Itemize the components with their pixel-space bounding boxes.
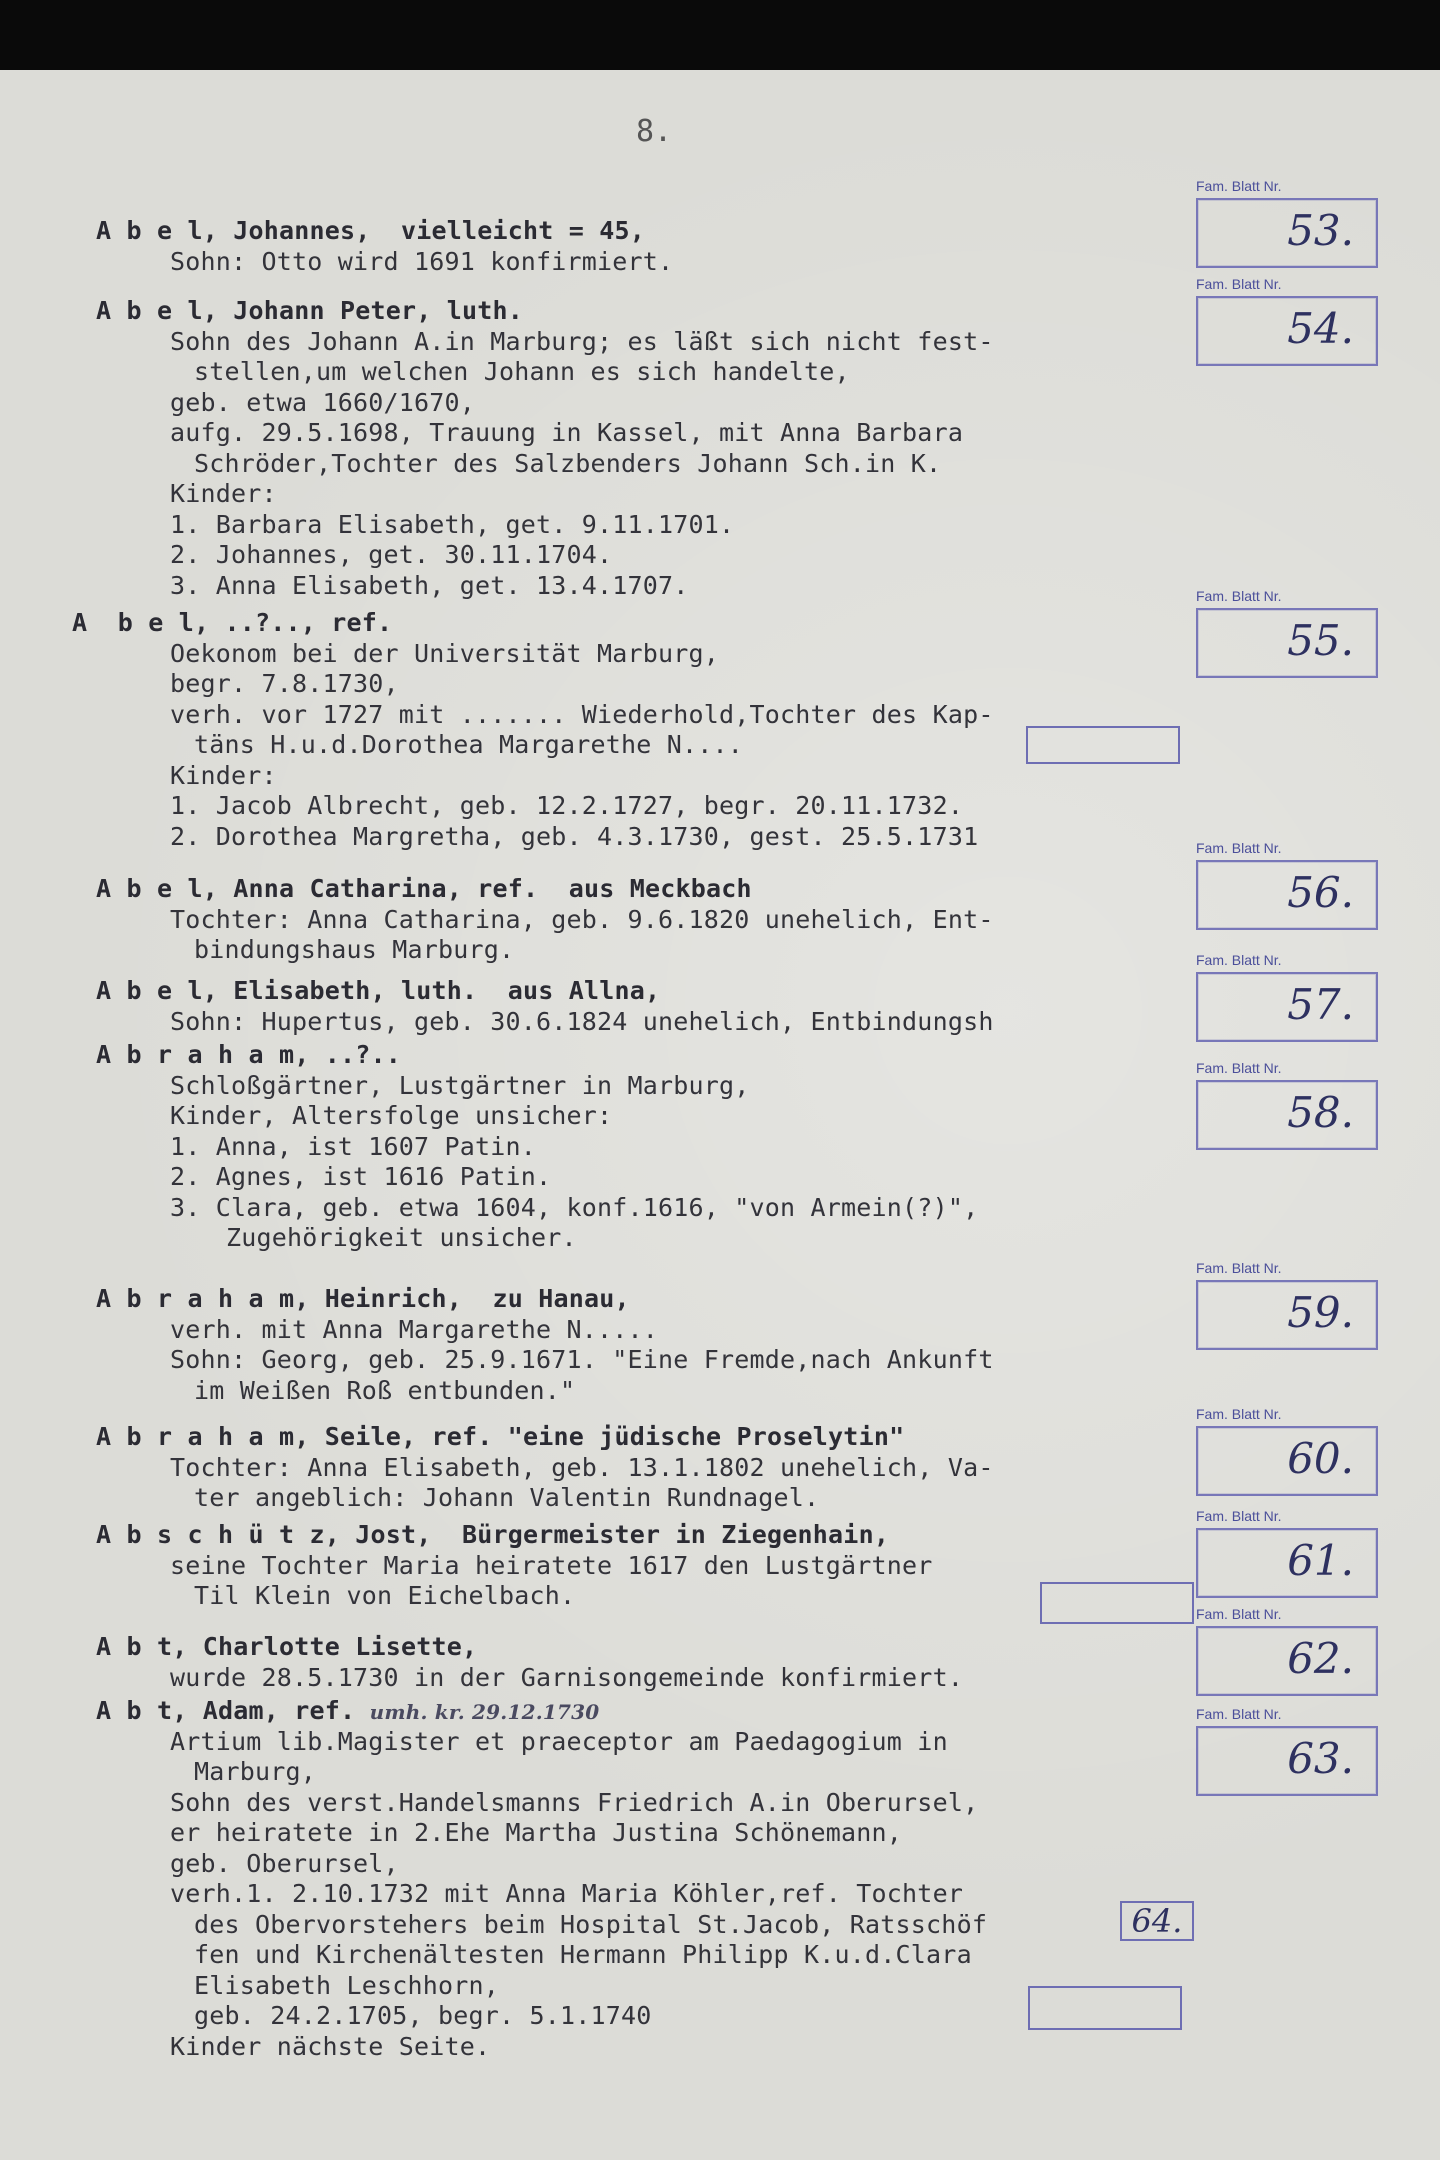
entry-heading — [0, 874, 1190, 905]
family-sheet-column — [1190, 70, 1440, 2160]
entry-text: er heiratete in 2.Ehe Martha Justina Schönemann, — [170, 1818, 903, 1847]
entry-text: bindungshaus Marburg. — [194, 935, 515, 964]
entry-text: Schröder,Tochter des Salzbenders Johann Sch.in K. — [194, 448, 942, 478]
entry-line — [0, 1910, 1190, 1941]
entry-line — [0, 1132, 1190, 1163]
fam-blatt-label: Fam. Blatt Nr. — [1196, 1606, 1282, 1622]
entry-line — [0, 730, 1190, 761]
register-entry — [0, 874, 1190, 966]
entry-text: wurde 28.5.1730 in der Garnisongemeinde konfirmiert. — [170, 1662, 964, 1692]
handwritten-note: umh. kr. 29.12.1730 — [355, 1700, 600, 1724]
entry-line — [0, 327, 1190, 358]
entry-text: Sohn: Otto wird 1691 konfirmiert. — [170, 246, 674, 276]
entry-text: Til Klein von Eichelbach. — [194, 1581, 576, 1610]
fam-blatt-label: Fam. Blatt Nr. — [1196, 588, 1282, 604]
scan-top-edge — [0, 0, 1440, 70]
entry-text: verh. vor 1727 mit ....... Wiederhold,Tochter des Kap- — [170, 699, 994, 729]
entry-text: Kinder: — [170, 760, 277, 790]
entry-line — [0, 2032, 1190, 2063]
entry-text: A b t, Adam, ref. — [96, 1696, 356, 1725]
family-sheet-box — [1196, 1280, 1378, 1350]
entry-line — [0, 1193, 1190, 1224]
empty-link-box — [1040, 1582, 1194, 1624]
family-sheet-box — [1196, 1626, 1378, 1696]
register-entry — [0, 216, 1190, 277]
entry-text: Kinder, Altersfolge unsicher: — [170, 1101, 613, 1130]
entry-text: verh. mit Anna Margarethe N..... — [170, 1314, 659, 1344]
entry-text: Artium lib.Magister et praeceptor am Paedagogium in — [170, 1726, 948, 1756]
entry-text: stellen,um welchen Johann es sich handelte, — [194, 357, 850, 386]
fam-blatt-label: Fam. Blatt Nr. — [1196, 1260, 1282, 1276]
entry-line — [0, 247, 1190, 278]
fam-blatt-label: Fam. Blatt Nr. — [1196, 840, 1282, 856]
entry-line — [0, 479, 1190, 510]
entry-text: Tochter: Anna Catharina, geb. 9.6.1820 unehelich, Ent- — [170, 904, 994, 934]
entry-line — [0, 1940, 1190, 1971]
entry-text: Oekonom bei der Universität Marburg, — [170, 638, 720, 668]
inline-family-number: 64. — [1120, 1901, 1194, 1941]
register-entry — [0, 1040, 1190, 1254]
family-sheet-number: 63. — [1287, 1734, 1354, 1783]
family-sheet-number: 56. — [1287, 868, 1354, 917]
entry-text: geb. etwa 1660/1670, — [170, 387, 476, 417]
fam-blatt-label: Fam. Blatt Nr. — [1196, 1406, 1282, 1422]
entry-line — [0, 639, 1190, 670]
entry-heading — [0, 1422, 1190, 1453]
entry-line — [0, 761, 1190, 792]
register-entry — [0, 608, 1190, 852]
entry-text: A b r a h a m, Seile, ref. "eine jüdische Proselytin" — [96, 1422, 905, 1451]
entry-line — [0, 1727, 1190, 1758]
entry-line — [0, 822, 1190, 853]
entry-text: Marburg, — [194, 1757, 317, 1786]
entry-heading — [0, 1520, 1190, 1551]
entry-text: 1. Anna, ist 1607 Patin. — [170, 1131, 537, 1161]
entry-line — [0, 1453, 1190, 1484]
family-sheet-box — [1196, 1426, 1378, 1496]
register-entry — [0, 1696, 1190, 2062]
family-sheet-number: 55. — [1287, 616, 1354, 665]
entry-text: A b s c h ü t z, Jost, Bürgermeister in Ziegenhain, — [96, 1520, 890, 1549]
family-sheet-box — [1196, 972, 1378, 1042]
entry-line — [0, 791, 1190, 822]
fam-blatt-label: Fam. Blatt Nr. — [1196, 1706, 1282, 1722]
family-sheet-number: 59. — [1287, 1288, 1354, 1337]
entry-line — [0, 1879, 1190, 1910]
entry-text: A b r a h a m, ..?.. — [96, 1040, 402, 1069]
entry-text: Zugehörigkeit unsicher. — [226, 1223, 577, 1252]
entry-line — [0, 1315, 1190, 1346]
entry-line — [0, 1663, 1190, 1694]
entry-heading — [0, 1696, 1190, 1727]
register-entry — [0, 1422, 1190, 1514]
entry-text: A b e l, ..?.., ref. — [72, 608, 393, 637]
entry-text: 3. Clara, geb. etwa 1604, konf.1616, "von Armein(?)", — [170, 1192, 979, 1222]
entry-line — [0, 1162, 1190, 1193]
family-sheet-box — [1196, 1726, 1378, 1796]
entry-text: 2. Dorothea Margretha, geb. 4.3.1730, gest. 25.5.1731 — [170, 821, 979, 851]
entry-text: Sohn des verst.Handelsmanns Friedrich A.in Oberursel, — [170, 1787, 979, 1817]
entry-text: Elisabeth Leschhorn, — [194, 1970, 500, 2000]
empty-link-box — [1028, 1986, 1182, 2030]
entry-text: 1. Barbara Elisabeth, get. 9.11.1701. — [170, 509, 735, 539]
family-sheet-number: 54. — [1287, 304, 1354, 353]
entry-line — [0, 1971, 1190, 2002]
entry-text: Sohn des Johann A.in Marburg; es läßt sich nicht fest- — [170, 326, 994, 356]
entry-line — [0, 2001, 1190, 2032]
entry-text: 3. Anna Elisabeth, get. 13.4.1707. — [170, 570, 689, 600]
family-sheet-number: 53. — [1287, 206, 1354, 255]
register-entry — [0, 1632, 1190, 1693]
entry-text: Kinder nächste Seite. — [170, 2031, 491, 2061]
entry-text: geb. 24.2.1705, begr. 5.1.1740 — [194, 2001, 652, 2030]
entry-text: A b e l, Elisabeth, luth. aus Allna, — [96, 976, 661, 1005]
family-sheet-number: 60. — [1287, 1434, 1354, 1483]
entry-text: im Weißen Roß entbunden." — [194, 1375, 576, 1405]
entry-line — [0, 1483, 1190, 1514]
entry-text: Schloßgärtner, Lustgärtner in Marburg, — [170, 1070, 750, 1100]
fam-blatt-label: Fam. Blatt Nr. — [1196, 178, 1282, 194]
entry-text: Sohn: Georg, geb. 25.9.1671. "Eine Fremde,nach Ankunft — [170, 1345, 994, 1374]
entry-text: täns H.u.d.Dorothea Margarethe N.... — [194, 730, 744, 759]
register-entry — [0, 976, 1190, 1037]
entry-line — [0, 388, 1190, 419]
entry-text: des Obervorstehers beim Hospital St.Jacob, Ratsschöf — [194, 1909, 988, 1939]
entry-line — [0, 1071, 1190, 1102]
entry-line — [0, 357, 1190, 388]
entry-line — [0, 1581, 1190, 1612]
entry-line — [0, 1849, 1190, 1880]
entry-text: 2. Agnes, ist 1616 Patin. — [170, 1162, 552, 1191]
entry-line — [0, 1345, 1190, 1376]
entry-text: 1. Jacob Albrecht, geb. 12.2.1727, begr. 20.11.1732. — [170, 791, 964, 820]
entry-text: Sohn: Hupertus, geb. 30.6.1824 unehelich, Entbindungsh — [170, 1006, 994, 1036]
family-sheet-box — [1196, 1080, 1378, 1150]
fam-blatt-label: Fam. Blatt Nr. — [1196, 1060, 1282, 1076]
family-sheet-number: 58. — [1287, 1088, 1354, 1137]
entry-line — [0, 418, 1190, 449]
entry-line — [0, 905, 1190, 936]
entry-line — [0, 1818, 1190, 1849]
entry-line — [0, 449, 1190, 480]
entry-text: geb. Oberursel, — [170, 1848, 399, 1878]
register-entry — [0, 1520, 1190, 1612]
entry-line — [0, 1376, 1190, 1407]
entry-line — [0, 1223, 1190, 1254]
entry-line — [0, 1788, 1190, 1819]
document-page — [0, 70, 1440, 2160]
family-sheet-box — [1196, 608, 1378, 678]
entry-text: A b r a h a m, Heinrich, zu Hanau, — [96, 1284, 630, 1313]
family-sheet-box — [1196, 198, 1378, 268]
entry-line — [0, 571, 1190, 602]
entry-heading — [0, 1284, 1190, 1315]
family-sheet-number: 62. — [1287, 1634, 1354, 1683]
entry-heading — [0, 216, 1190, 247]
entry-text: A b e l, Johann Peter, luth. — [96, 296, 524, 325]
register-entry — [0, 1284, 1190, 1406]
entry-text: A b t, Charlotte Lisette, — [96, 1632, 478, 1661]
fam-blatt-label: Fam. Blatt Nr. — [1196, 952, 1282, 968]
family-sheet-box — [1196, 296, 1378, 366]
entry-text: Kinder: — [170, 479, 277, 508]
entry-text: begr. 7.8.1730, — [170, 669, 399, 698]
entry-heading — [0, 296, 1190, 327]
entry-text: A b e l, Johannes, vielleicht = 45, — [96, 216, 646, 245]
entry-text: fen und Kirchenältesten Hermann Philipp K.u.d.Clara — [194, 1940, 972, 1969]
entry-text: ter angeblich: Johann Valentin Rundnagel. — [194, 1483, 820, 1512]
entry-heading — [0, 1632, 1190, 1663]
entry-line — [0, 1757, 1190, 1788]
fam-blatt-label: Fam. Blatt Nr. — [1196, 1508, 1282, 1524]
register-entry — [0, 296, 1190, 601]
entry-line — [0, 669, 1190, 700]
family-sheet-box — [1196, 860, 1378, 930]
entry-heading — [0, 1040, 1190, 1071]
entry-line — [0, 510, 1190, 541]
register-entries — [0, 70, 1190, 2160]
entry-heading — [0, 608, 1190, 639]
entry-line — [0, 935, 1190, 966]
entry-text: seine Tochter Maria heiratete 1617 den Lustgärtner — [170, 1550, 933, 1580]
entry-text: aufg. 29.5.1698, Trauung in Kassel, mit Anna Barbara — [170, 418, 964, 447]
entry-heading — [0, 976, 1190, 1007]
fam-blatt-label: Fam. Blatt Nr. — [1196, 276, 1282, 292]
entry-text: A b e l, Anna Catharina, ref. aus Meckbach — [96, 874, 752, 903]
entry-line — [0, 1551, 1190, 1582]
entry-line — [0, 1007, 1190, 1038]
page-number: 8. — [636, 114, 673, 149]
family-sheet-number: 57. — [1287, 980, 1354, 1029]
empty-link-box — [1026, 726, 1180, 764]
entry-text: Tochter: Anna Elisabeth, geb. 13.1.1802 unehelich, Va- — [170, 1452, 994, 1482]
entry-line — [0, 1101, 1190, 1132]
entry-text: verh.1. 2.10.1732 mit Anna Maria Köhler,ref. Tochter — [170, 1879, 964, 1908]
entry-text: 2. Johannes, get. 30.11.1704. — [170, 540, 613, 569]
entry-line — [0, 540, 1190, 571]
family-sheet-box — [1196, 1528, 1378, 1598]
family-sheet-number: 61. — [1287, 1536, 1354, 1585]
entry-line — [0, 700, 1190, 731]
